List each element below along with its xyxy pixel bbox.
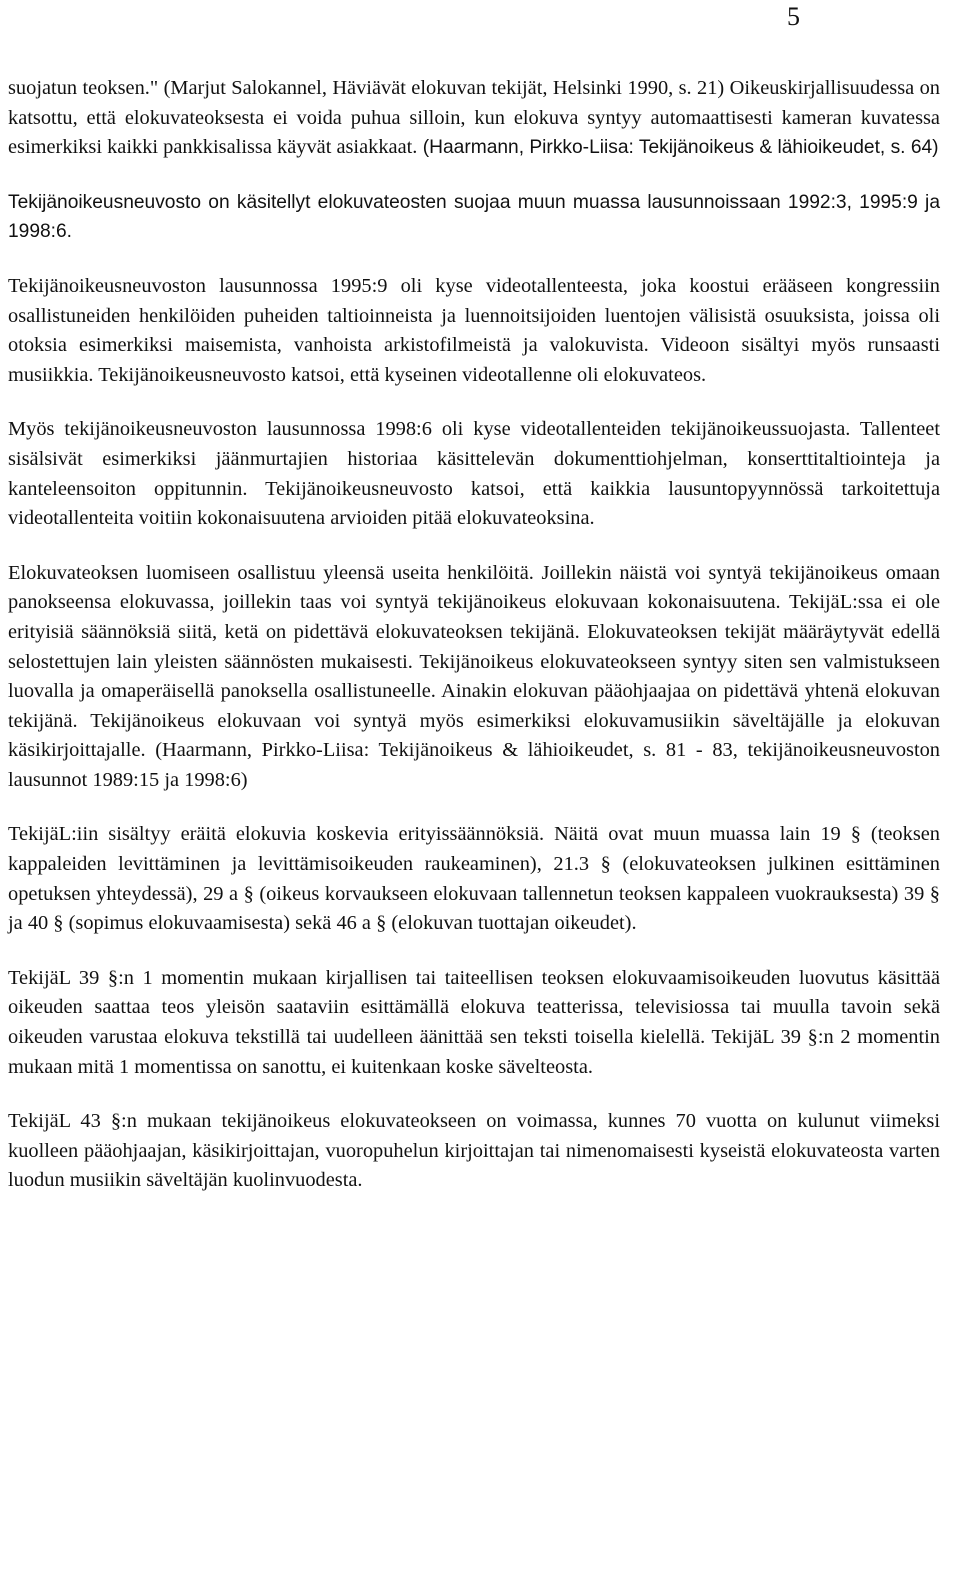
paragraph-4: Myös tekijänoikeusneuvoston lausunnossa 1998:6 oli kyse videotallenteiden tekijänoikeussuojasta. Tallenteet sisälsivät esimerkiksi jäänmurtajien historiaa käsittelevän dokumenttiohjelman, konserttitaltiointeja ja kanteleensoiton oppitunnin. Tekijänoikeusneuvosto katsoi, että kaikkia lausuntopyynnössä tarkoitettuja videotallenteita voitiin kokonaisuutena arvioiden pitää elokuvateoksina. [8,418,940,530]
paragraph-8: TekijäL 43 §:n mukaan tekijänoikeus elokuvateokseen on voimassa, kunnes 70 vuotta on kulunut viimeksi kuolleen pääohjaajan, käsikirjoittajan, vuoropuhelun kirjoittajan tai nimenomaisesti kyseistä elokuvateosta varten luodun musiikin säveltäjän kuolinvuodesta. [8,1110,940,1192]
paragraph-6: TekijäL:iin sisältyy eräitä elokuvia koskevia erityissäännöksiä. Näitä ovat muun muassa lain 19 § (teoksen kappaleiden levittäminen ja levittämisoikeuden raukeaminen), 21.3 § (elokuvateoksen julkinen esittäminen opetuksen yhteydessä), 29 a § (oikeus korvaukseen elokuvaan tallennetun teoksen kappaleen vuokrauksesta) 39 § ja 40 § (sopimus elokuvaamisesta) sekä 46 a § (elokuvan tuottajan oikeudet). [8,823,940,935]
document-body [8,74,940,1196]
paragraph-1-text: suojatun teoksen." (Marjut Salokannel, Häviävät elokuvan tekijät, Helsinki 1990, s. 21) Oikeuskirjallisuudessa on katsottu, että elokuvateoksesta ei voida puhua silloin, kun elokuva syntyy automaattisesti kameran kuvatessa esimerkiksi kaikki pankkisalissa käyvät asiakkaat. [8,77,940,159]
paragraph-1-citation: (Haarmann, Pirkko-Liisa: Tekijänoikeus & lähioikeudet, s. 64) [417,137,939,159]
paragraph-7: TekijäL 39 §:n 1 momentin mukaan kirjallisen tai taiteellisen teoksen elokuvaamisoikeuden luovutus käsittää oikeuden saattaa teos yleisön saataviin esittämällä elokuva teatterissa, televisiossa tai muulla tavoin sekä oikeuden varustaa elokuva tekstillä tai uudelleen äänittää sen teksti toisella kielellä. TekijäL 39 §:n 2 momentin mukaan mitä 1 momentissa on sanottu, ei kuitenkaan koske sävelteosta. [8,966,940,1078]
paragraph-5: Elokuvateoksen luomiseen osallistuu yleensä useita henkilöitä. Joillekin näistä voi syntyä tekijänoikeus omaan panokseensa elokuvassa, joillekin taas voi syntyä tekijänoikeus elokuvaan kokonaisuutena. TekijäL:ssa ei ole erityisiä säännöksiä siitä, ketä on pidettävä elokuvateoksen tekijänä. Elokuvateoksen tekijät määräytyvät edellä selostettujen lain yleisten säännösten mukaisesti. Tekijänoikeus elokuvateokseen syntyy siten sen valmistukseen luovalla ja omaperäisellä panoksella osallistuneelle. Ainakin elokuvan pääohjaajaa on pidettävä yhtenä elokuvan tekijänä. Tekijänoikeus elokuvaan voi syntyä myös esimerkiksi elokuvamusiikin säveltäjälle ja elokuvan käsikirjoittajalle. (Haarmann, Pirkko-Liisa: Tekijänoikeus & lähioikeudet, s. 81 - 83, tekijänoikeusneuvoston lausunnot 1989:15 ja 1998:6) [8,561,940,791]
paragraph-1 [8,74,940,163]
paragraph-2: Tekijänoikeusneuvosto on käsitellyt elokuvateosten suojaa muun muassa lausunnoissaan 1992:3, 1995:9 ja 1998:6. [8,191,940,243]
page-number: 5 [787,2,800,31]
paragraph-3: Tekijänoikeusneuvoston lausunnossa 1995:9 oli kyse videotallenteesta, joka koostui erääseen kongressiin osallistuneiden henkilöiden puheiden taltioinneista ja luennoitsijoiden luentojen välisistä osuuksista, joissa oli otoksia esimerkiksi maisemista, vanhoista arkistofilmeistä ja valokuvista. Videoon sisältyi myös runsaasti musiikkia. Tekijänoikeusneuvosto katsoi, että kyseinen videotallenne oli elokuvateos. [8,274,940,386]
